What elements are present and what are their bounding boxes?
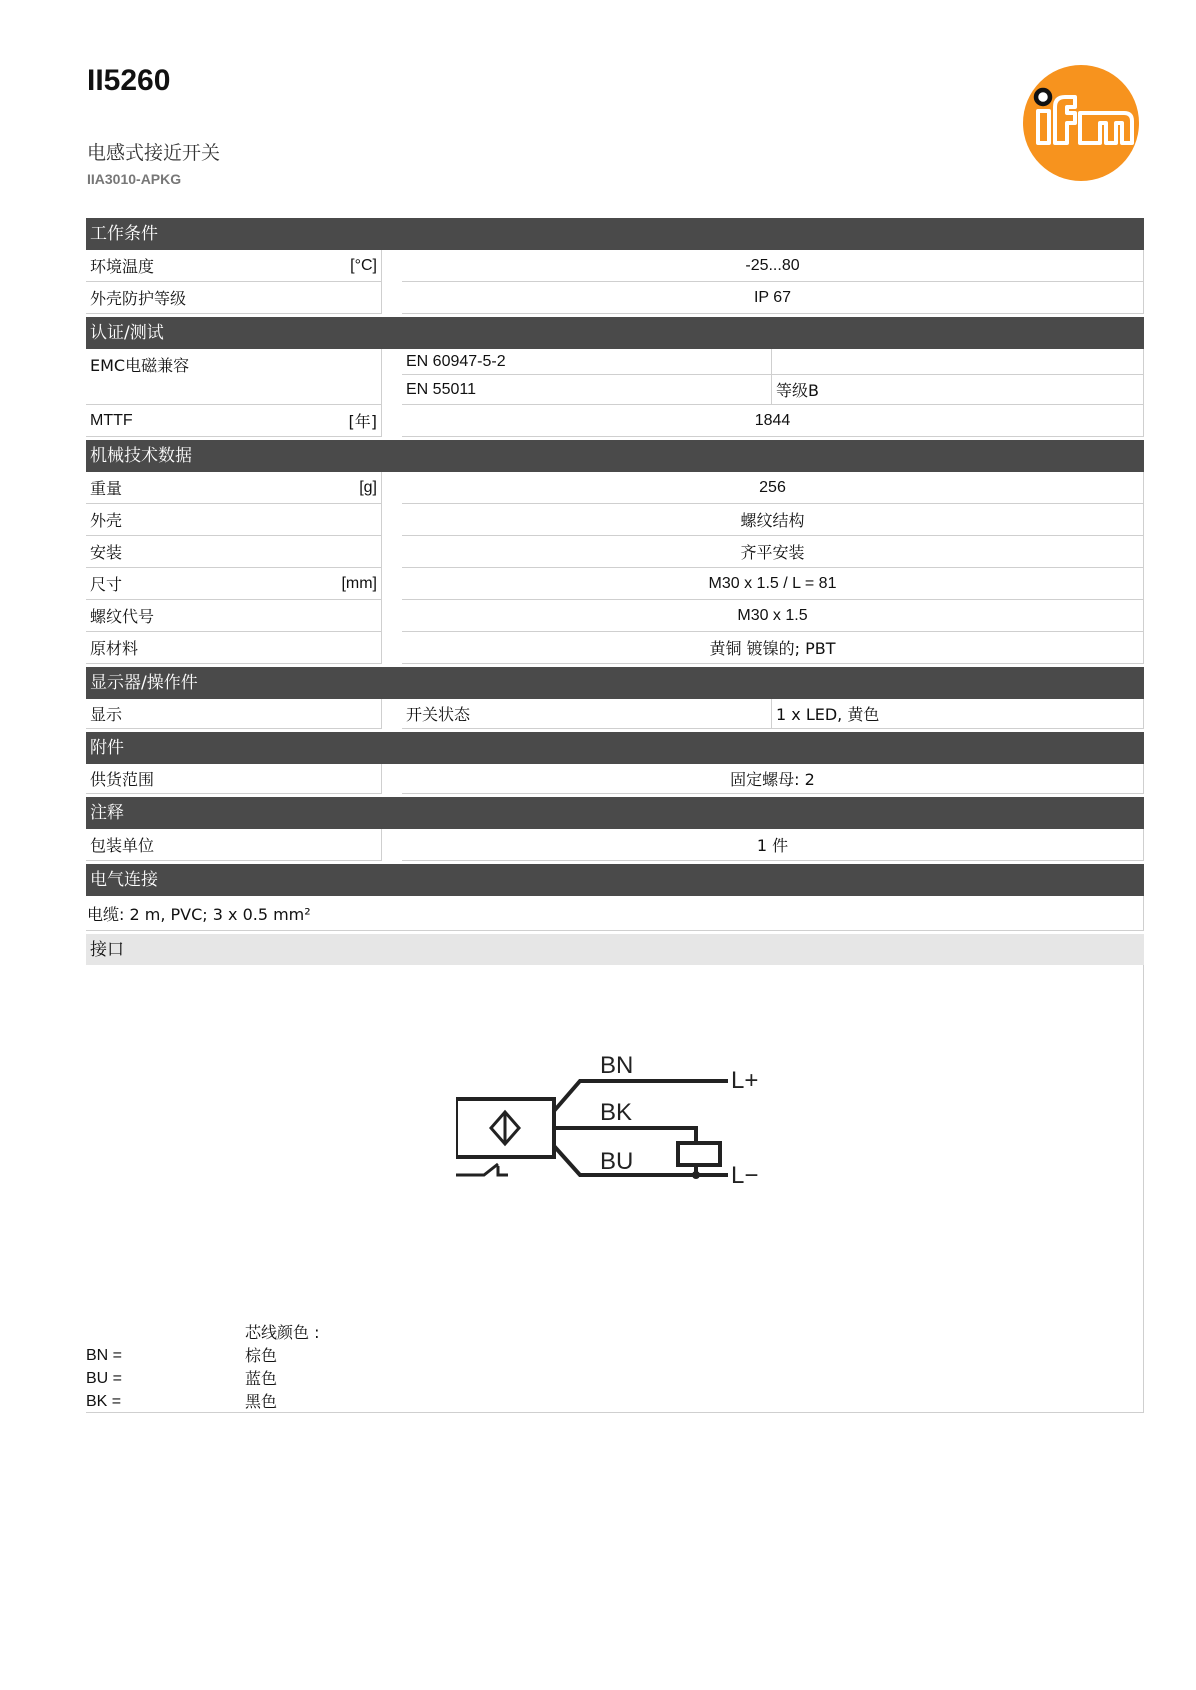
legend-title: 芯线颜色 : <box>245 1323 320 1342</box>
spec-row-emc <box>86 349 1144 405</box>
spec-label: 包装单位 <box>90 836 155 855</box>
spec-unit: [°C] <box>350 256 377 274</box>
spec-row <box>86 536 1144 568</box>
switch-symbol-icon <box>456 1164 508 1175</box>
emc-standard: EN 55011 <box>402 375 772 405</box>
wire-label-bn: BN <box>600 1052 634 1079</box>
junction-dot <box>692 1171 700 1179</box>
spec-value: 1 x LED, 黄色 <box>772 699 1144 729</box>
wire-label-bu: BU <box>600 1148 634 1175</box>
spec-label: 原材料 <box>90 639 139 658</box>
emc-note <box>772 349 1144 375</box>
spec-row <box>86 764 1144 794</box>
spec-unit: [g] <box>359 478 377 496</box>
spec-label: 重量 <box>90 479 123 498</box>
legend-key: BK = <box>86 1393 122 1410</box>
product-code: IIA3010-APKG <box>87 171 182 187</box>
section-header-notes: 注释 <box>86 797 1144 829</box>
spec-label: 供货范围 <box>90 770 155 789</box>
terminal-label-lminus: L− <box>731 1162 759 1189</box>
cable-spec: 电缆: 2 m, PVC; 3 x 0.5 mm² <box>86 896 1144 931</box>
spec-label: 外壳 <box>90 511 123 530</box>
spec-value: M30 x 1.5 / L = 81 <box>402 568 1144 600</box>
emc-standard: EN 60947-5-2 <box>402 349 772 375</box>
wire-label-bk: BK <box>600 1099 633 1126</box>
spec-label: 尺寸 <box>90 575 123 594</box>
spec-value: 齐平安装 <box>402 536 1144 568</box>
interface-box <box>86 965 1144 1413</box>
spec-row <box>86 282 1144 314</box>
spec-row <box>86 699 1144 729</box>
spec-value: 1 件 <box>402 829 1144 861</box>
product-subtitle: 电感式接近开关 <box>87 142 221 164</box>
spec-value: 固定螺母: 2 <box>402 764 1144 794</box>
spec-row <box>86 568 1144 600</box>
ifm-logo <box>1022 64 1140 182</box>
spec-label: EMC电磁兼容 <box>90 356 190 375</box>
section-header-display: 显示器/操作件 <box>86 667 1144 699</box>
load <box>678 1143 720 1165</box>
spec-row <box>86 405 1144 437</box>
spec-value: 螺纹结构 <box>402 504 1144 536</box>
spec-value: 黄铜 镀镍的; PBT <box>402 632 1144 664</box>
spec-sublabel: 开关状态 <box>402 699 772 729</box>
legend-key: BU = <box>86 1370 123 1387</box>
spec-value: IP 67 <box>402 282 1144 314</box>
spec-row <box>86 472 1144 504</box>
product-title: II5260 <box>87 64 171 97</box>
terminal-label-lplus: L+ <box>731 1067 759 1094</box>
spec-label: 安装 <box>90 543 123 562</box>
legend-value: 黑色 <box>245 1392 278 1411</box>
spec-unit: [年] <box>348 412 377 431</box>
spec-row <box>86 600 1144 632</box>
emc-note: 等级B <box>772 375 1144 405</box>
spec-row <box>86 829 1144 861</box>
spec-row <box>86 632 1144 664</box>
spec-label: MTTF <box>90 411 133 429</box>
section-header-operating: 工作条件 <box>86 218 1144 250</box>
spec-value: M30 x 1.5 <box>402 600 1144 632</box>
spec-row <box>86 250 1144 282</box>
spec-value: 1844 <box>402 405 1144 437</box>
spec-label: 螺纹代号 <box>90 607 155 626</box>
spec-unit: [mm] <box>341 574 377 592</box>
spec-row <box>86 504 1144 536</box>
wiring-diagram <box>456 1051 806 1201</box>
wire-bn <box>554 1081 728 1111</box>
interface-header: 接口 <box>86 934 1144 965</box>
legend-key: BN = <box>86 1347 123 1364</box>
section-header-electrical: 电气连接 <box>86 864 1144 896</box>
legend-value: 蓝色 <box>245 1369 278 1388</box>
section-header-mechanical: 机械技术数据 <box>86 440 1144 472</box>
spec-label: 环境温度 <box>90 257 155 276</box>
datasheet <box>86 218 1144 1413</box>
section-header-approvals: 认证/测试 <box>86 317 1144 349</box>
spec-value: -25...80 <box>402 250 1144 282</box>
legend-value: 棕色 <box>245 1346 278 1365</box>
spec-label: 外壳防护等级 <box>90 289 187 308</box>
wire-bk <box>554 1128 696 1143</box>
spec-label: 显示 <box>90 705 123 724</box>
spec-value: 256 <box>402 472 1144 504</box>
section-header-accessories: 附件 <box>86 732 1144 764</box>
